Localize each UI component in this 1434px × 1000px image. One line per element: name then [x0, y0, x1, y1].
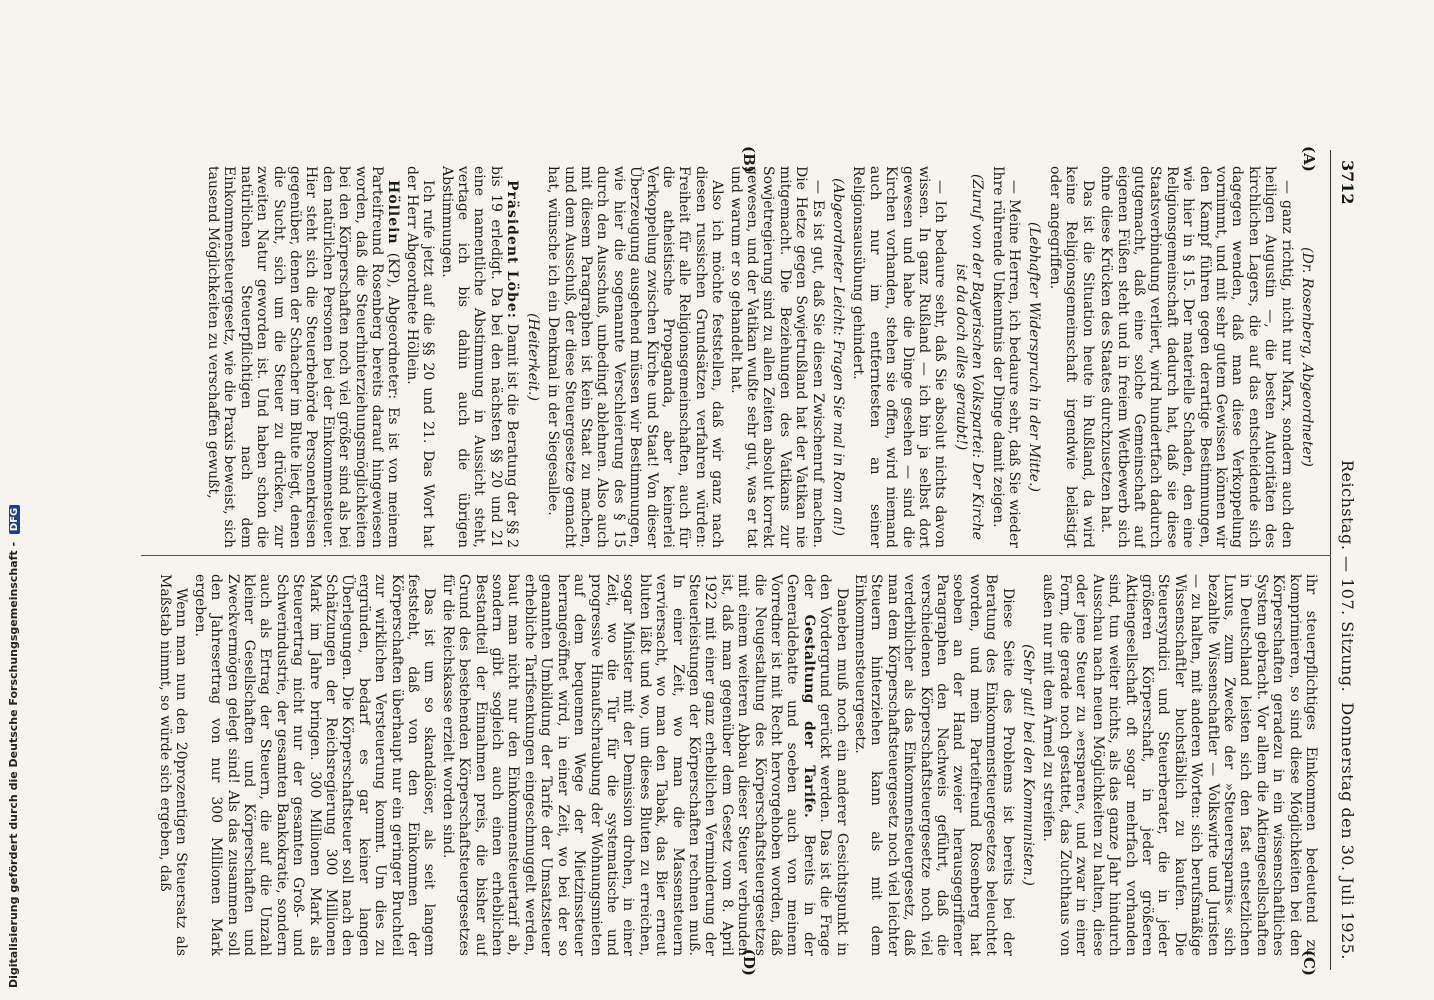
page-header	[1330, 150, 1357, 970]
paragraph: — Meine Herren, ich bedaure sehr, daß Sie wieder Ihre rührende Unkenntnis der Dinge damit zeigen.	[989, 166, 1023, 548]
paragraph: Das ist die Situation heute in Rußland, da wird keine Religionsgemeinschaft irgendwie belästigt oder angegriffen.	[1046, 166, 1096, 548]
paragraph: Diese Seite des Problems ist bereits bei der Beratung des Einkommensteuergesetzes beleuchtet worden, und mein Parteifreund Rosenberg hat soeben an der Hand zweier herausgegriffener Paragraphen den Nachweis geführt, daß die verschiedenen Körperschaftsteuergesetze noch viel verderblicher als das Einkommensteuergesetz, daß man dem Körperschaftsteuergesetz noch viel leichter Steuern hinterziehen kann als mit dem Einkommensteuergesetz.	[852, 574, 1016, 956]
margin-mark-c: (C)	[1300, 949, 1318, 976]
paragraph	[205, 166, 402, 548]
paragraph: Wenn man nun den 20prozentigen Steuersatz als Maßstab nimmt, so würde sich ergeben, daß	[156, 574, 190, 956]
remark: (Zuruf von der Bayerischen Volkspartei: Der Kirche ist da doch alles geraubt!)	[952, 174, 986, 540]
margin-mark-d: (D)	[740, 948, 758, 976]
page-number: 3712	[1338, 160, 1357, 205]
margin-mark-b: (B)	[740, 146, 758, 173]
speaker-name: Präsident Löbe:	[504, 180, 521, 319]
document-page	[132, 146, 1357, 976]
paragraph: Also ich möchte feststellen, daß wir ganz nach diesen russischen Grundsätzen verfahren würden: Freiheit für alle Religionsgemeinschaften, auch für die atheistische Propaganda, aber keinerlei Verkoppelung zwischen Kirche und Staat! Von dieser Überzeugung ausgehend müssen wir Bestimmungen, wie hier die sogenannte Verschleierung des § 15 durch den Ausschuß, unbedingt ablehnen. Also auch mit diesem Paragraphen ist kein Staat zu machen, und dem Ausschuß, der diese Steuergesetze gemacht hat, wünsche ich ein Denkmal in der Siegesallee.	[545, 166, 726, 548]
paragraph: ihr steuerpflichtiges Einkommen bedeutend zu komprimieren, so sind diese Möglichkeiten bei den Körperschaften geradezu in ein wissenschaftliches System gebracht. Vor allem die Aktiengesellschaften in Deutschland leisten sich den fast entsetzlichen Luxus, zum Zwecke der »Steuerersparnis« sich bezahlte Wissenschaftler — Volkswirte und Juristen — zu halten, mit anderen Worten: sich berufsmäßige Wissenschaftler buchstäblich zu kaufen. Die Steuersyndici und Steuerberater, die in jeder größeren Körperschaft, in jeder größeren Aktiengesellschaft oft sogar mehrfach vorhanden sind, tun weiter nichts, als das ganze Jahr hindurch Ausschau nach neuen Möglichkeiten zu halten, diese oder jene Steuer zu »ersparen«, und zwar in einer Form, die gerade noch gestattet, das Zuchthaus von außen nur mit dem Ärmel zu streifen.	[1040, 574, 1319, 956]
session-date: Donnerstag den 30. Juli 1925.	[1338, 702, 1357, 960]
speaker-line: (Dr. Rosenberg, Abgeordneter)	[1299, 247, 1315, 467]
dfg-logo: DFG	[9, 505, 20, 534]
paragraph	[438, 166, 520, 548]
remark: (Abgeordneter Leicht: Fragen Sie mal in Rom an!)	[830, 178, 847, 536]
paragraph-lead: Daneben muß noch ein anderer Gesichtspunkt in den Vordergrund gerückt werden. Das ist die Frage der	[800, 574, 850, 956]
speaker-text: (KP), Abgeordneter: Es ist von meinem Parteifreund Rosenberg bereits darauf hingewiesen worden, daß die Steuerhinterziehungsmöglichkeiten bei den Körperschaften noch viel größer sind als bei den natürlichen Personen bei der Einkommensteuer. Hier steht sich die Steuerbehörde Personenkreisen gegenüber, denen der Schacher im Blute liegt, denen die Sucht, sich um die Steuer zu drücken, zur zweiten Natur geworden ist. Und haben schon die natürlichen Steuerpflichtigen nach dem Einkommensteuergesetz, wie die Praxis beweist, sich tausend Möglichkeiten zu verschaffen gewußt,	[205, 166, 402, 548]
credit-text: Digitalisierung gefördert durch die Deutsche Forschungsgemeinschaft -	[7, 541, 20, 988]
remark: (Sehr gut! bei den Kommunisten.)	[1020, 644, 1037, 886]
paragraph: Das ist um so skandalöser, als seit langem feststeht, daß von den Einkommen der Körperschaften überhaupt nur ein geringer Bruchteil zur wirklichen Versteuerung kommt. Um dies zu ergründen, bedarf es gar keiner langen Überlegungen. Die Körperschaftsteuer soll nach den Schätzungen der Reichsregierung 300 Millionen Mark im Jahre bringen. 300 Millionen Mark als Steuerertrag nicht nur der gesamten Groß- und Schwerindustrie, der gesamten Bankokratie, sondern auch als Ertrag der Steuern, die auf die Unzahl kleiner Gesellschaften und Körperschaften und Zweckvermögen gelegt sind! Als das zusammen soll den Jahresertrag von nur 300 Millionen Mark ergeben.	[191, 574, 438, 956]
left-column	[139, 166, 1319, 548]
speaker-name: Höllein	[385, 180, 402, 245]
remark: (Heiterkeit.)	[524, 313, 541, 401]
column-divider	[141, 555, 1331, 556]
paragraph	[439, 574, 849, 956]
paragraph: — Ich bedaure sehr, daß Sie absolut nichts davon wissen. In ganz Rußland — ich bin ja selbst dort gewesen und habe die Dinge gesehen — sind die Kirchen vorhanden, stehen sie offen, wird niemand auch nur im entferntesten an seiner Religionsausübung gehindert.	[850, 166, 949, 548]
speaker-text: Damit ist die Beratung der §§ 2 bis 19 erledigt. Da bei den nächsten §§ 20 und 21 eine namentliche Abstimmung in Aussicht steht, vertage ich bis dahin auch die übrigen Abstimmungen.	[438, 166, 521, 548]
session-title: Reichstag. — 107. Sitzung.	[1338, 460, 1357, 693]
remark: (Lebhafter Widerspruch in der Mitte.)	[1026, 222, 1043, 492]
paragraph: — ganz richtig, nicht nur Marx, sondern auch den heiligen Augustin —, die besten Autoritäten des kirchlichen Lagers, die auf das entscheidende sich dagegen wenden, daß man diese Verkoppelung vornimmt, und mit sehr gutem Gewissen können wir den Kampf führen gegen derartige Bestimmungen, wie hier in § 15. Der materielle Schaden, den eine Religionsgemeinschaft dadurch hat, daß sie diese Staatsverbindung verliert, wird hundertfach dadurch gutgemacht, daß eine solche Gemeinschaft auf eigenen Füßen steht und in freiem Wettbewerb sich ohne diese Krücken des Staates durchzusetzen hat.	[1098, 166, 1295, 548]
right-column	[139, 574, 1319, 956]
margin-mark-a: (A)	[1300, 146, 1318, 172]
paragraph: Ich rufe jetzt auf die §§ 20 und 21. Das Wort hat der Herr Abgeordnete Höllein.	[403, 166, 437, 548]
emphasis: Gestaltung der Tarife.	[800, 614, 817, 819]
digitization-credit	[0, 0, 22, 1000]
paragraph-text: Bereits in der Generaldebatte und soeben auch von meinem Vorredner ist mit Recht hervorgehoben worden, daß die Neugestaltung des Körperschaftsteuergesetzes mit einem weiteren Abbau dieser Steuer verbunden ist, daß man gegenüber dem Gesetz vom 8. April 1922 mit einer ganz erheblichen Verminderung der Steuerleistungen der Körperschaften rechnen muß. In einer Zeit, wo man die Massensteuern verviersacht, wo man den Tabak, das Bier erneut bluten läßt und wo, um dieses Bluten zu erreichen, sogar Minister mit der Demission drohen, in einer Zeit, wo die Tür für die systematische und progressive Hinaufschraubung der Wohnungsmieten auf dem bequemen Wege der Mietzinssteuer herrangeöffnet wird, in einer Zeit, wo bei der so genannten Umbildung der Tarife der Umsatzsteuer erhebliche Tarifsenkungen eingeschmuggelt werden, baut man nicht nur den Einkommensteuertarif ab, sondern gibt sogleich auch einen erheblichen Bestandteil der Einnahmen preis, die bisher auf Grund des bestehenden Körperschaftsteuergesetzes für die Reichskasse erzielt worden sind.	[439, 574, 817, 956]
paragraph: — Es ist gut, daß Sie diesen Zwischenruf machen. Die Hetze gegen Sowjetrußland hat der Vatikan nie mitgemacht. Die Beziehungen des Vatikans zur Sowjetregierung sind zu allen Zeiten absolut korrekt gewesen, und der Vatikan wußte sehr gut, was er tat und warum er so gehandelt hat.	[727, 166, 826, 548]
